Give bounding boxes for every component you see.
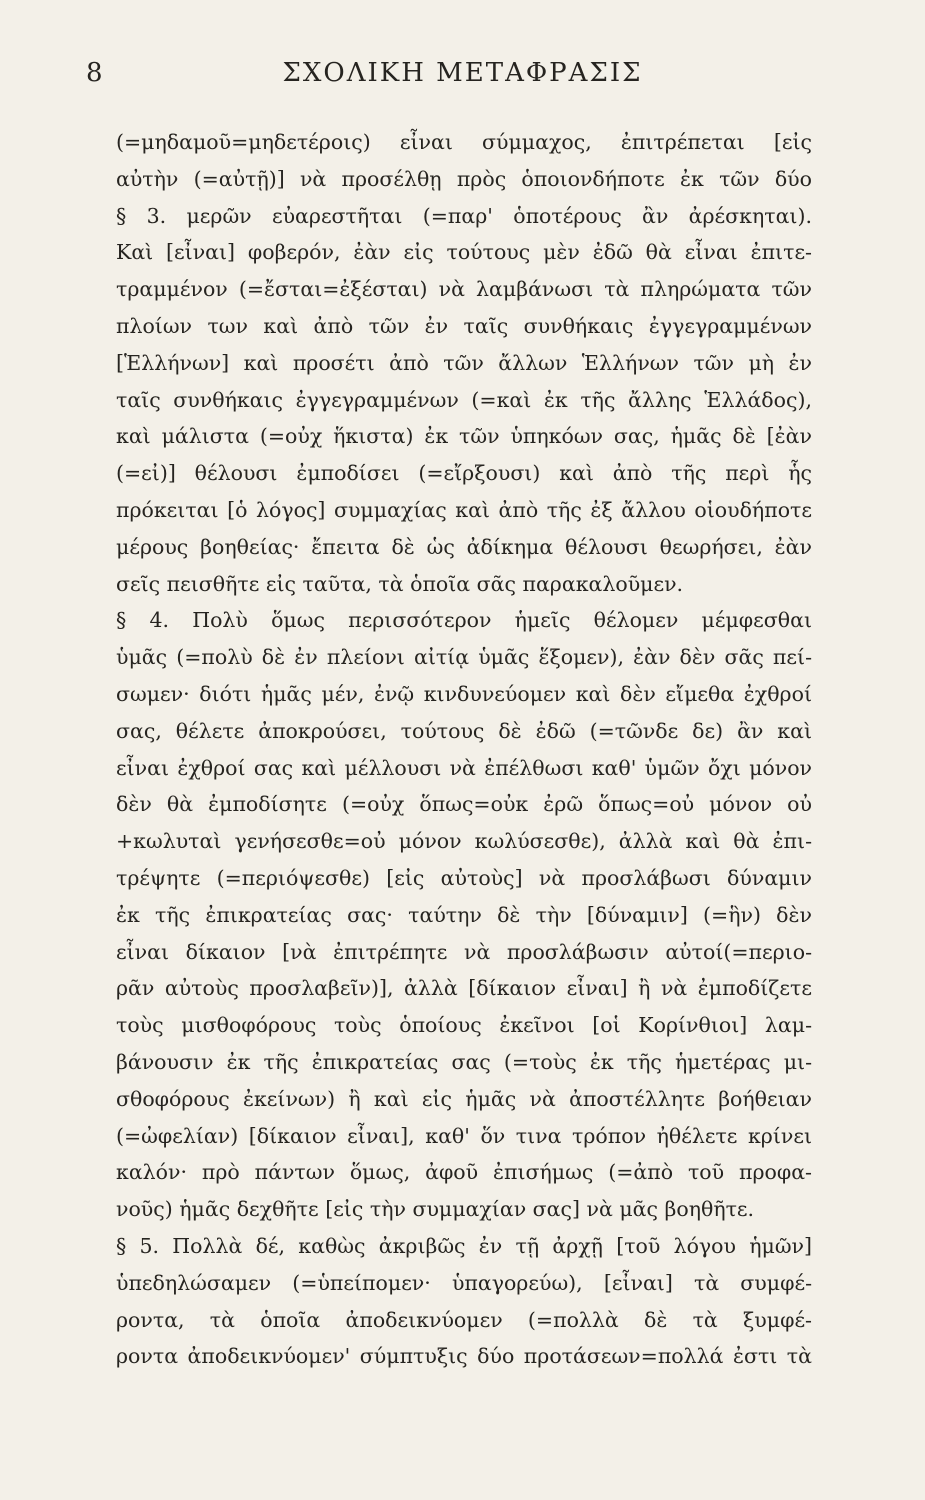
text-line: [Ἑλλήνων] καὶ προσέτι ἀπὸ τῶν ἄλλων Ἑλλήνων τῶν μὴ ἐν [116,350,812,375]
text-line: ταῖς συνθήκαις ἐγγεγραμμένων (=καὶ ἐκ τῆς ἄλλης Ἑλλάδος), [116,387,812,412]
running-head: ΣΧΟΛΙΚΗ ΜΕΤΑΦΡΑΣΙΣ [282,58,643,88]
text-line: ροντα, τὰ ὁποῖα ἀποδεικνύομεν (=πολλὰ δὲ τὰ ξυμφέ- [116,1307,812,1332]
text-line: δὲν θὰ ἐμποδίσητε (=οὐχ ὅπως=οὐκ ἐρῶ ὅπως=οὐ μόνον οὐ [116,792,812,817]
text-line: σας, θέλετε ἀποκρούσει, τούτους δὲ ἐδῶ (=τῶνδε δε) ἂν καὶ [116,718,812,743]
text-line: εἶναι ἐχθροί σας καὶ μέλλουσι νὰ ἐπέλθωσι καθ' ὑμῶν ὄχι μόνον [116,755,812,780]
text-line: σεῖς πεισθῆτε εἰς ταῦτα, τὰ ὁποῖα σᾶς παρακαλοῦμεν. [116,571,684,596]
text-line: ὑμᾶς (=πολὺ δὲ ἐν πλείονι αἰτίᾳ ὑμᾶς ἕξομεν), ἐὰν δὲν σᾶς πεί- [116,645,812,670]
text-line: § 4. Πολὺ ὅμως περισσότερον ἡμεῖς θέλομεν μέμφεσθαι [116,608,812,633]
page-header [0,58,925,98]
text-line: +κωλυταὶ γενήσεσθε=οὐ μόνον κωλύσεσθε), ἀλλὰ καὶ θὰ ἐπι- [116,829,812,854]
text-line: καλόν· πρὸ πάντων ὅμως, ἀφοῦ ἐπισήμως (=ἀπὸ τοῦ προφα- [116,1160,812,1185]
text-line: (=μηδαμοῦ=μηδετέροις) εἶναι σύμμαχος, ἐπιτρέπεται [εἰς [116,130,812,154]
text-line: ρᾶν αὐτοὺς προσλαβεῖν)], ἀλλὰ [δίκαιον εἶναι] ἢ νὰ ἐμποδίζετε [116,976,812,1001]
text-line: σθοφόρους ἐκείνων) ἢ καὶ εἰς ἡμᾶς νὰ ἀποστέλλητε βοήθειαν [116,1086,812,1111]
text-line: ὑπεδηλώσαμεν (=ὑπείπομεν· ὑπαγορεύω), [εἶναι] τὰ συμφέ- [116,1270,812,1295]
page-number: 8 [86,58,104,88]
text-line: νοῦς) ἡμᾶς δεχθῆτε [εἰς τὴν συμμαχίαν σας] νὰ μᾶς βοηθῆτε. [116,1197,755,1222]
text-line: σωμεν· διότι ἡμᾶς μέν, ἐνῷ κινδυνεύομεν καὶ δὲν εἴμεθα ἐχθροί [116,681,812,706]
text-line: § 5. Πολλὰ δέ, καθὼς ἀκριβῶς ἐν τῇ ἀρχῇ [τοῦ λόγου ἡμῶν] [116,1233,812,1258]
text-line: ἐκ τῆς ἐπικρατείας σας· ταύτην δὲ τὴν [δύναμιν] (=ἣν) δὲν [116,902,812,927]
text-line: ροντα ἀποδεικνύομεν' σύμπτυξις δύο προτάσεων=πολλά ἐστι τὰ [116,1344,812,1369]
text-line: τοὺς μισθοφόρους τοὺς ὁποίους ἐκεῖνοι [οἱ Κορίνθιοι] λαμ- [116,1013,812,1038]
text-line: καὶ μάλιστα (=οὐχ ἥκιστα) ἐκ τῶν ὑπηκόων σας, ἡμᾶς δὲ [ἐὰν [116,424,812,449]
text-line: μέρους βοηθείας· ἔπειτα δὲ ὡς ἀδίκημα θέλουσι θεωρήσει, ἐὰν [116,534,812,559]
body-text [116,124,812,1375]
text-line: Καὶ [εἶναι] φοβερόν, ἐὰν εἰς τούτους μὲν ἐδῶ θὰ εἶναι ἐπιτε- [116,240,812,265]
text-line: βάνουσιν ἐκ τῆς ἐπικρατείας σας (=τοὺς ἐκ τῆς ἡμετέρας μι- [116,1049,812,1074]
text-line: τρέψητε (=περιόψεσθε) [εἰς αὐτοὺς] νὰ προσλάβωσι δύναμιν [116,865,812,890]
text-line: (=εἰ)] θέλουσι ἐμποδίσει (=εἴρξουσι) καὶ ἀπὸ τῆς περὶ ἧς [116,461,812,486]
text-line: αὐτὴν (=αὐτῇ)] νὰ προσέλθῃ πρὸς ὁποιονδήποτε ἐκ τῶν δύο [116,166,812,191]
text-line: πρόκειται [ὁ λόγος] συμμαχίας καὶ ἀπὸ τῆς ἐξ ἄλλου οἱουδήποτε [116,497,812,522]
text-line: § 3. μερῶν εὐαρεστῆται (=παρ' ὁποτέρους ἂν ἀρέσκηται). [116,203,812,228]
text-line: εἶναι δίκαιον [νὰ ἐπιτρέπητε νὰ προσλάβωσιν αὐτοί(=περιο- [116,939,812,964]
text-line: τραμμένον (=ἔσται=ἐξέσται) νὰ λαμβάνωσι τὰ πληρώματα τῶν [116,277,812,302]
text-line: πλοίων των καὶ ἀπὸ τῶν ἐν ταῖς συνθήκαις ἐγγεγραμμένων [116,313,812,338]
text-line: (=ὠφελίαν) [δίκαιον εἶναι], καθ' ὅν τινα τρόπον ἠθέλετε κρίνει [116,1123,812,1148]
